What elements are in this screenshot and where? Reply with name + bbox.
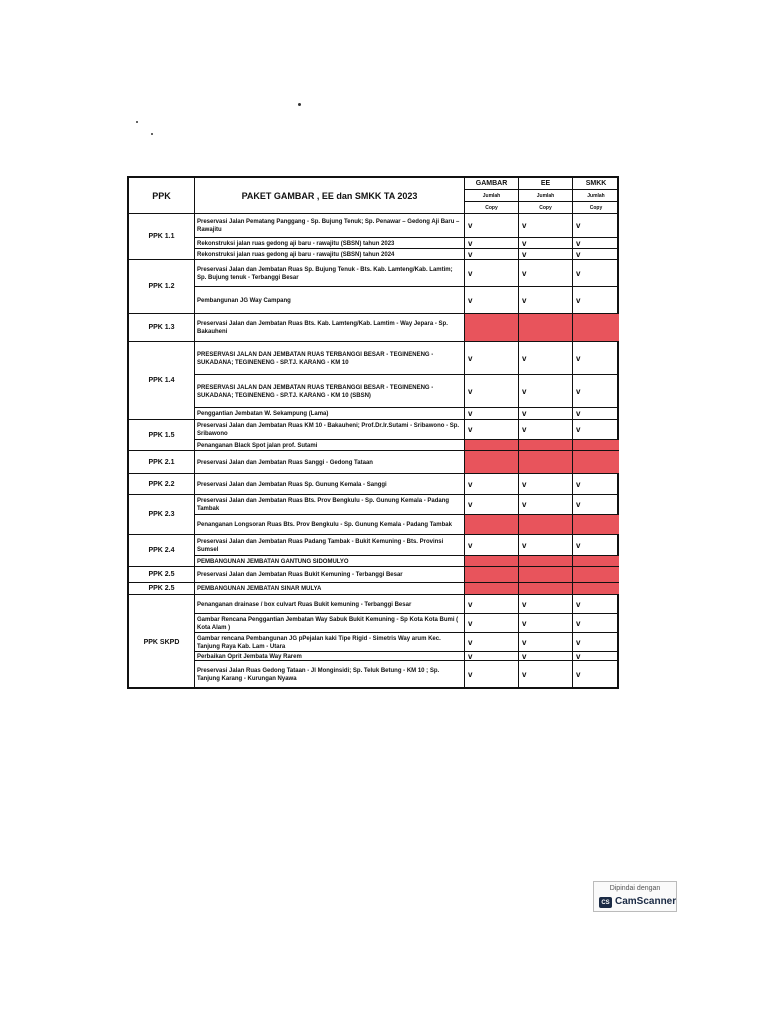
package-name: Rekonstruksi jalan ruas gedong aji baru - rawajitu (SBSN) tahun 2023 [195,238,465,249]
package-name: Rekonstruksi jalan ruas gedong aji baru - rawajitu (SBSN) tahun 2024 [195,249,465,260]
ppk-label: PPK 2.1 [129,451,195,474]
ppk-label: PPK SKPD [129,595,195,689]
smkk-check: v [573,614,619,633]
ee-check: v [519,614,573,633]
smkk-check: v [573,535,619,556]
smkk-check: v [573,260,619,287]
smkk-check [573,314,619,342]
package-name: Penanganan Longsoran Ruas Bts. Prov Bengkulu - Sp. Gunung Kemala - Padang Tambak [195,515,465,535]
gambar-check: v [465,249,519,260]
scan-speck [298,103,301,106]
package-name: Preservasi Jalan dan Jembatan Ruas Padang Tambak - Bukit Kemuning - Bts. Provinsi Sumsel [195,535,465,556]
ee-check: v [519,495,573,515]
package-name: Preservasi Jalan Pematang Panggang - Sp. Bujung Tenuk; Sp. Penawar – Gedong Aji Baru – Rawajitu [195,214,465,238]
smkk-check: v [573,375,619,408]
package-name: Preservasi Jalan dan Jembatan Ruas Sp. Bujung Tenuk - Bts. Kab. Lamteng/Kab. Lamtim; Sp. Bujung tenuk - Terbanggi Besar [195,260,465,287]
package-name: Preservasi Jalan dan Jembatan Ruas Sp. Gunung Kemala - Sanggi [195,474,465,495]
header-gambar-copy: Copy [465,202,519,214]
camscanner-logo-icon: CS [599,897,612,908]
smkk-check: v [573,238,619,249]
smkk-check [573,556,619,567]
ppk-label: PPK 1.2 [129,260,195,314]
gambar-check: v [465,214,519,238]
gambar-check [465,314,519,342]
ee-check: v [519,474,573,495]
scan-speck [151,133,153,135]
package-name: Preservasi Jalan Ruas Gedong Tataan - Jl Monginsidi; Sp. Teluk Betung - KM 10 ; Sp. Tanjung Karang - Kurungan Nyawa [195,661,465,689]
watermark-name: CamScanner [615,896,677,907]
smkk-check: v [573,595,619,614]
header-gambar-jumlah: Jumlah [465,190,519,202]
scan-speck [136,121,138,123]
gambar-check: v [465,474,519,495]
package-name: Preservasi Jalan dan Jembatan Ruas Sanggi - Gedong Tataan [195,451,465,474]
gambar-check: v [465,238,519,249]
camscanner-watermark [593,881,677,912]
smkk-check: v [573,633,619,652]
ee-check: v [519,287,573,314]
package-name: Preservasi Jalan dan Jembatan Ruas Bts. Prov Bengkulu - Sp. Gunung Kemala - Padang Tambak [195,495,465,515]
gambar-check [465,440,519,451]
ee-check: v [519,595,573,614]
ee-check: v [519,652,573,661]
package-name: Pembangunan JG Way Campang [195,287,465,314]
paket-table [127,176,619,689]
smkk-check [573,583,619,595]
ppk-label: PPK 1.3 [129,314,195,342]
ppk-label: PPK 2.5 [129,567,195,583]
ppk-label: PPK 1.5 [129,420,195,451]
gambar-check: v [465,260,519,287]
smkk-check: v [573,474,619,495]
gambar-check: v [465,287,519,314]
package-name: PEMBANGUNAN JEMBATAN GANTUNG SIDOMULYO [195,556,465,567]
smkk-check: v [573,249,619,260]
ee-check: v [519,633,573,652]
ee-check: v [519,661,573,689]
ee-check: v [519,420,573,440]
ppk-label: PPK 2.5 [129,583,195,595]
smkk-check [573,567,619,583]
package-name: PRESERVASI JALAN DAN JEMBATAN RUAS TERBANGGI BESAR - TEGINENENG - SUKADANA; TEGINENENG - SP.TJ. KARANG - KM 10 (SBSN) [195,375,465,408]
ppk-label: PPK 1.1 [129,214,195,260]
smkk-check: v [573,661,619,689]
smkk-check: v [573,652,619,661]
package-name: Penggantian Jembatan W. Sekampung (Lama) [195,408,465,420]
gambar-check: v [465,614,519,633]
package-name: Preservasi Jalan dan Jembatan Ruas Bukit Kemuning - Terbanggi Besar [195,567,465,583]
ee-check: v [519,214,573,238]
smkk-check: v [573,420,619,440]
ee-check: v [519,260,573,287]
gambar-check: v [465,375,519,408]
gambar-check [465,556,519,567]
header-ppk: PPK [129,178,195,214]
header-ee: EE [519,178,573,190]
gambar-check: v [465,595,519,614]
header-paket: PAKET GAMBAR , EE dan SMKK TA 2023 [195,178,465,214]
ee-check: v [519,342,573,375]
gambar-check: v [465,661,519,689]
smkk-check [573,440,619,451]
gambar-check [465,583,519,595]
package-name: Gambar Rencana Penggantian Jembatan Way Sabuk Bukit Kemuning - Sp Kota Kota Bumi ( Kota Alam ) [195,614,465,633]
ppk-label: PPK 2.4 [129,535,195,567]
smkk-check: v [573,342,619,375]
ppk-label: PPK 2.2 [129,474,195,495]
package-name: Preservasi Jalan dan Jembatan Ruas Bts. Kab. Lamteng/Kab. Lamtim - Way Jepara - Sp. Bakauheni [195,314,465,342]
gambar-check [465,451,519,474]
package-name: Gambar rencana Pembangunan JG pPejalan kaki Tipe Rigid - Simetris Way arum Kec. Tanjung Raya Kab. Lam - Utara [195,633,465,652]
gambar-check: v [465,495,519,515]
package-name: Preservasi Jalan dan Jembatan Ruas KM 10 - Bakauheni; Prof.Dr.Ir.Sutami - Sribawono - Sp. Sribawono [195,420,465,440]
gambar-check [465,567,519,583]
ee-check [519,583,573,595]
header-ee-jumlah: Jumlah [519,190,573,202]
smkk-check [573,451,619,474]
smkk-check: v [573,287,619,314]
ee-check [519,314,573,342]
gambar-check: v [465,408,519,420]
ee-check [519,515,573,535]
smkk-check: v [573,408,619,420]
header-ee-copy: Copy [519,202,573,214]
package-name: PEMBANGUNAN JEMBATAN SINAR MULYA [195,583,465,595]
package-name: Perbaikan Oprit Jembata Way Rarem [195,652,465,661]
header-smkk-jumlah: Jumlah [573,190,619,202]
ee-check [519,567,573,583]
package-name: PRESERVASI JALAN DAN JEMBATAN RUAS TERBANGGI BESAR - TEGINENENG - SUKADANA; TEGINENENG - SP.TJ. KARANG - KM 10 [195,342,465,375]
package-name: Penanganan drainase / box culvart Ruas Bukit kemuning - Terbanggi Besar [195,595,465,614]
header-smkk-copy: Copy [573,202,619,214]
gambar-check: v [465,420,519,440]
header-gambar: GAMBAR [465,178,519,190]
ee-check: v [519,375,573,408]
smkk-check [573,515,619,535]
ee-check: v [519,408,573,420]
ee-check: v [519,535,573,556]
ee-check [519,440,573,451]
ee-check: v [519,249,573,260]
ee-check [519,451,573,474]
ppk-label: PPK 1.4 [129,342,195,420]
gambar-check: v [465,342,519,375]
smkk-check: v [573,214,619,238]
ee-check [519,556,573,567]
gambar-check: v [465,633,519,652]
smkk-check: v [573,495,619,515]
header-smkk: SMKK [573,178,619,190]
gambar-check [465,515,519,535]
gambar-check: v [465,652,519,661]
gambar-check: v [465,535,519,556]
ee-check: v [519,238,573,249]
package-name: Penanganan Black Spot jalan prof. Sutami [195,440,465,451]
watermark-caption: Dipindai dengan [609,885,661,892]
ppk-label: PPK 2.3 [129,495,195,535]
